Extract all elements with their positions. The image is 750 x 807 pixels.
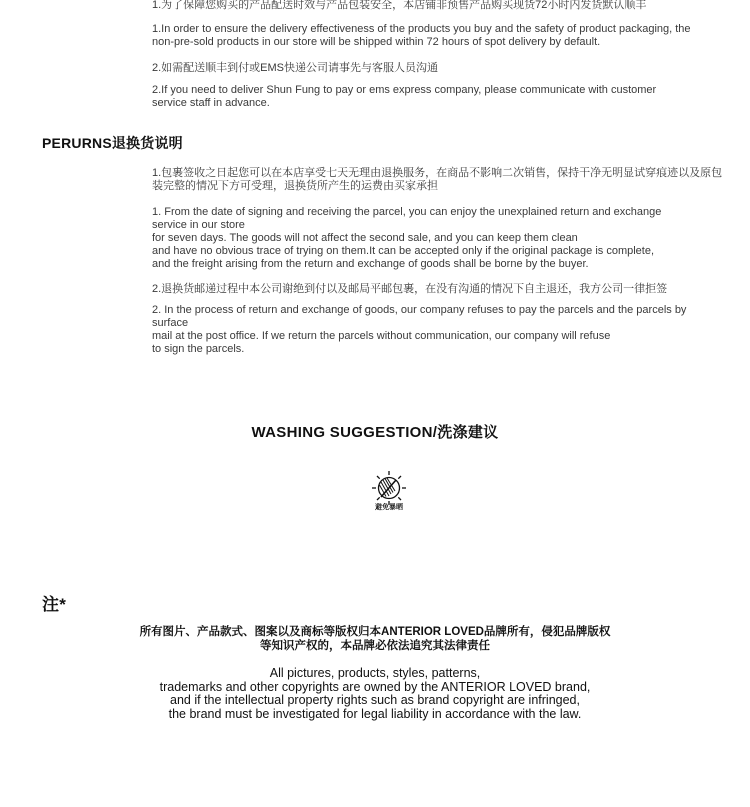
shipping-cn-2: 2.如需配送顺丰到付或EMS快递公司请事先与客服人员沟通 xyxy=(152,62,439,74)
shipping-en-2: 2.If you need to deliver Shun Fung to pay or ems express company, please communicate with customer service staff in advance. xyxy=(152,84,657,109)
returns-heading: PERURNS退换货说明 xyxy=(42,135,183,151)
shipping-en-1: 1.In order to ensure the delivery effectiveness of the products you buy and the safety of product packaging, the non-pre-sold products in our store will be shipped within 72 hours of spot delivery by default. xyxy=(152,23,691,48)
returns-en-2: 2. In the process of return and exchange of goods, our company refuses to pay the parcels and the parcels by surface mail at the post office. If we return the parcels without communication, our company will refuse to sign the parcels. xyxy=(152,304,687,355)
returns-cn-1: 1.包裹签收之日起您可以在本店享受七天无理由退换服务，在商品不影响二次销售，保持干净无明显试穿痕迹以及原包 装完整的情况下方可受理，退换货所产生的运费由买家承担 xyxy=(152,167,723,192)
notice-heading: 注* xyxy=(42,595,67,614)
notice-cn: 所有图片、产品款式、图案以及商标等版权归本ANTERIOR LOVED品牌所有，侵犯品牌版权 等知识产权的，本品牌必依法追究其法律责任 xyxy=(139,626,611,652)
washing-title: WASHING SUGGESTION/洗涤建议 xyxy=(251,424,499,441)
shipping-cn-1: 1.为了保障您购买的产品配送时效与产品包装安全，本店铺非预售产品购买现货72小时内发货默认顺丰 xyxy=(152,0,647,11)
returns-en-1: 1. From the date of signing and receiving the parcel, you can enjoy the unexplained return and exchange service in our store for seven days. The goods will not affect the second sale, and you can keep them clean and have no obvious trace of trying on them.It can be accepted only if the original package is complete, and the freight arising from the return and exchange of goods shall be borne by the buyer. xyxy=(152,206,662,270)
avoid-sun-label: 避免暴晒 xyxy=(375,504,403,511)
returns-cn-2: 2.退换货邮递过程中本公司谢绝到付以及邮局平邮包裹，在没有沟通的情况下自主退还，我方公司一律拒签 xyxy=(152,283,668,295)
notice-en: All pictures, products, styles, patterns, trademarks and other copyrights are owned by the ANTERIOR LOVED brand, and if the intellectual property rights such as brand copyright are infringed, the brand must be investigated for legal liability in accordance with the law. xyxy=(159,666,591,721)
